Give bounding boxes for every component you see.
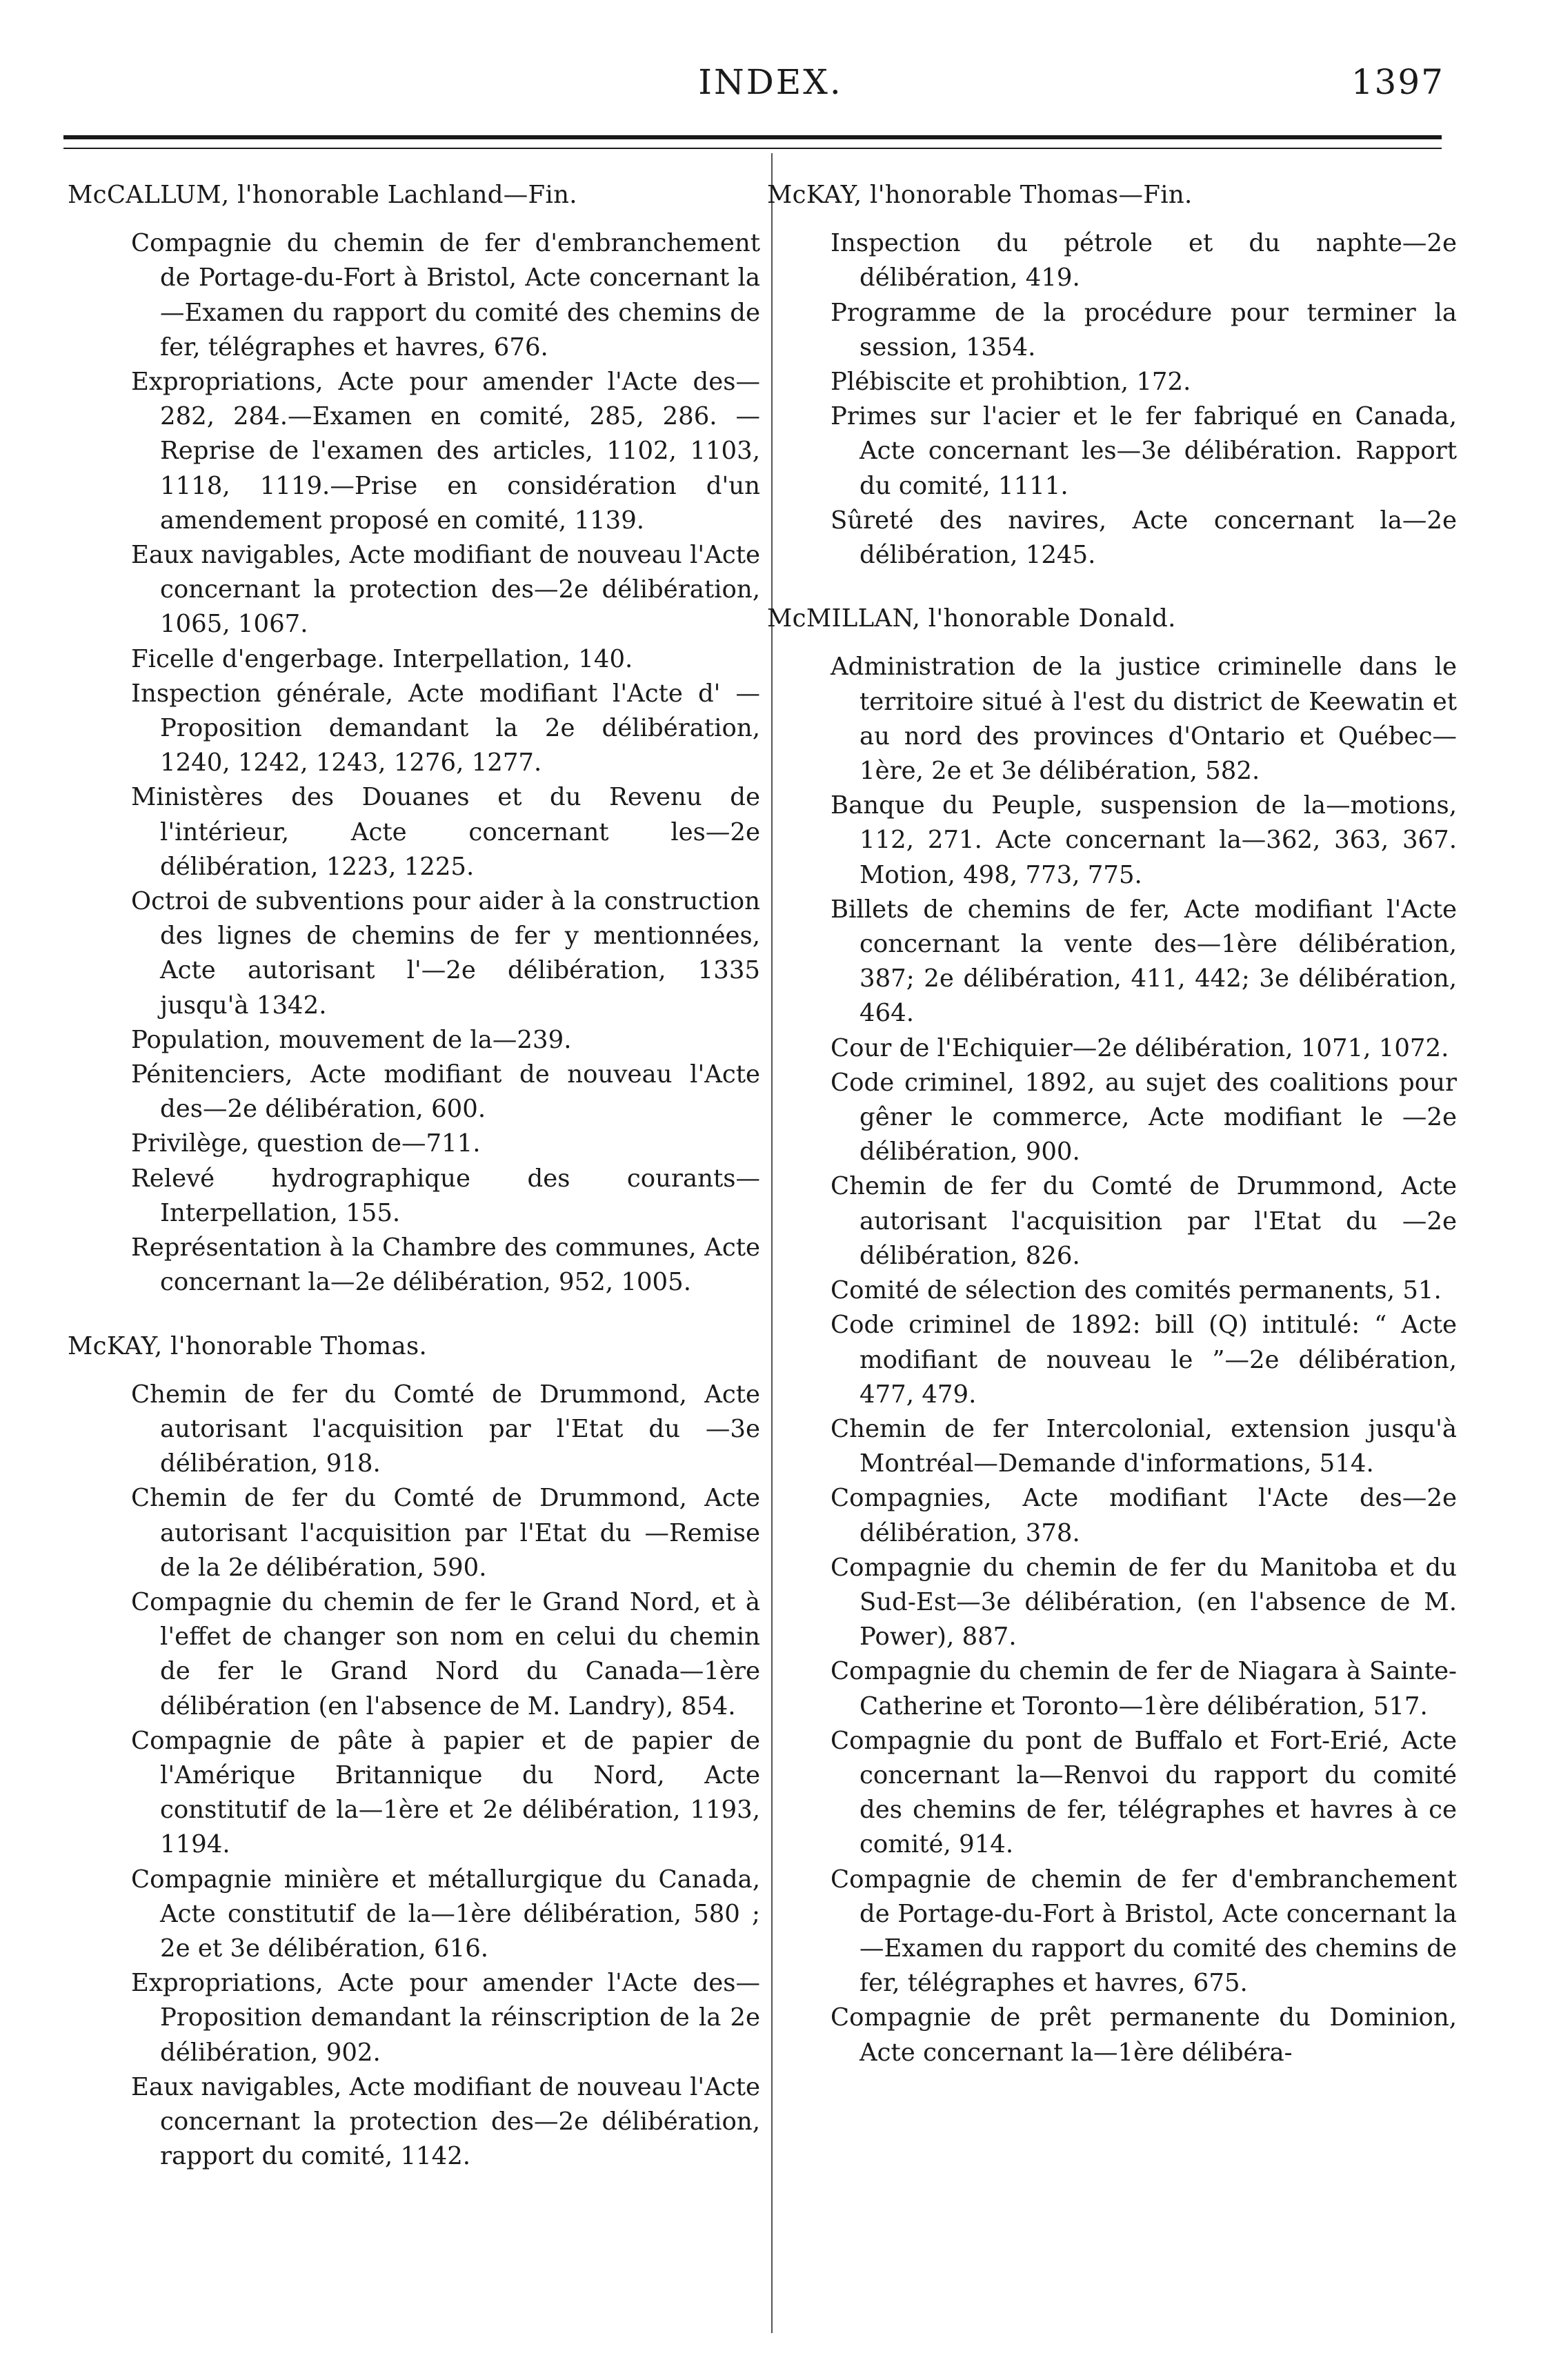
index-entry: Chemin de fer du Comté de Drummond, Acte autorisant l'acquisition par l'Etat du —Remise de la 2e délibération, 590. [131,1484,760,1582]
index-entry: Cour de l'Echiquier—2e délibération, 1071, 1072. [831,1033,1449,1062]
index-entry: Compagnies, Acte modifiant l'Acte des—2e délibération, 378. [831,1484,1457,1547]
index-entry: Programme de la procédure pour terminer la session, 1354. [831,298,1457,361]
index-entry: Code criminel, 1892, au sujet des coalitions pour gêner le commerce, Acte modifiant le —2e délibération, 900. [831,1068,1457,1167]
index-entry: Compagnie du chemin de fer d'embranchement de Portage-du-Fort à Bristol, Acte concernant la—Examen du rapport du comité des chemins de fer, télégraphes et havres, 676. [131,229,760,361]
index-entry: Population, mouvement de la—239. [131,1025,572,1054]
index-entry: Eaux navigables, Acte modifiant de nouveau l'Acte concernant la protection des—2e délibération, rapport du comité, 1142. [131,2072,760,2171]
index-entry: Relevé hydrographique des courants—Interpellation, 155. [131,1164,760,1227]
index-entry: Compagnie du chemin de fer du Manitoba et du Sud-Est—3e délibération, (en l'absence de M. Power), 887. [831,1553,1457,1652]
index-entry: Banque du Peuple, suspension de la—motions, 112, 271. Acte concernant la—362, 363, 367. Motion, 498, 773, 775. [831,791,1457,889]
index-entry: Chemin de fer du Comté de Drummond, Acte autorisant l'acquisition par l'Etat du —2e délibération, 826. [831,1172,1457,1270]
index-entry: Compagnie du chemin de fer le Grand Nord, et à l'effet de changer son nom en celui du chemin de fer le Grand Nord du Canada—1ère délibération (en l'absence de M. Landry), 854. [131,1587,760,1720]
index-entry: Comité de sélection des comités permanents, 51. [831,1276,1442,1305]
index-entry: Inspection générale, Acte modifiant l'Acte d' —Proposition demandant la 2e délibération, 1240, 1242, 1243, 1276, 1277. [131,679,760,777]
index-heading: McKAY, l'honorable Thomas. [68,1331,428,1360]
left-column [68,178,760,2174]
right-column [767,178,1457,2070]
page-title: INDEX. [698,62,843,102]
page-header [0,54,1541,116]
index-entry: Eaux navigables, Acte modifiant de nouveau l'Acte concernant la protection des—2e délibération, 1065, 1067. [131,541,760,639]
index-entry: Chemin de fer Intercolonial, extension jusqu'à Montréal—Demande d'informations, 514. [831,1414,1457,1478]
index-entry: Plébiscite et prohibtion, 172. [831,368,1191,397]
index-entry: Ficelle d'engerbage. Interpellation, 140. [131,644,633,673]
index-entry: Billets de chemins de fer, Acte modifiant l'Acte concernant la vente des—1ère délibération, 387; 2e délibération, 411, 442; 3e délibération, 464. [831,895,1457,1028]
index-heading: McKAY, l'honorable Thomas—Fin. [767,181,1193,209]
index-entry: Administration de la justice criminelle dans le territoire situé à l'est du district de Keewatin et au nord des provinces d'Ontario et Québec—1ère, 2e et 3e délibération, 582. [831,653,1457,786]
index-entry: Compagnie de chemin de fer d'embranchement de Portage-du-Fort à Bristol, Acte concernant la—Examen du rapport du comité des chemins de fer, télégraphes et havres, 675. [831,1865,1457,1998]
index-entry: Expropriations, Acte pour amender l'Acte des—Proposition demandant la réinscription de la 2e délibération, 902. [131,1969,760,2067]
index-entry: Expropriations, Acte pour amender l'Acte des—282, 284.—Examen en comité, 285, 286. —Reprise de l'examen des articles, 1102, 1103, 1118, 1119.—Prise en considération d'un amendement proposé en comité, 1139. [131,368,760,535]
index-entry: Compagnie de pâte à papier et de papier de l'Amérique Britannique du Nord, Acte constitutif de la—1ère et 2e délibération, 1193, 1194. [131,1726,760,1859]
index-entry: Octroi de subventions pour aider à la construction des lignes de chemins de fer y mentionnées, Acte autorisant l'—2e délibération, 1335 jusqu'à 1342. [131,887,760,1020]
index-entry: Compagnie du pont de Buffalo et Fort-Erié, Acte concernant la—Renvoi du rapport du comité des chemins de fer, télégraphes et havres à ce comité, 914. [831,1726,1457,1859]
index-entry: Primes sur l'acier et le fer fabriqué en Canada, Acte concernant les—3e délibération. Rapport du comité, 1111. [831,402,1457,500]
index-entry: Privilège, question de—711. [131,1129,481,1158]
header-rule-thin [63,148,1442,149]
index-entry: Ministères des Douanes et du Revenu de l'intérieur, Acte concernant les—2e délibération, 1223, 1225. [131,783,760,881]
index-entry: Sûreté des navires, Acte concernant la—2e délibération, 1245. [831,506,1457,570]
index-entry: Représentation à la Chambre des communes, Acte concernant la—2e délibération, 952, 1005. [131,1233,760,1297]
index-entry: Pénitenciers, Acte modifiant de nouveau l'Acte des—2e délibération, 600. [131,1060,760,1124]
index-entry: Compagnie minière et métallurgique du Canada, Acte constitutif de la—1ère délibération, 580 ; 2e et 3e délibération, 616. [131,1865,760,1963]
index-entry: Chemin de fer du Comté de Drummond, Acte autorisant l'acquisition par l'Etat du —3e délibération, 918. [131,1380,760,1478]
index-entry: Code criminel de 1892: bill (Q) intitulé: “ Acte modifiant de nouveau le ”—2e délibération, 477, 479. [831,1311,1457,1409]
header-rule-thick [63,135,1442,139]
index-entry: Inspection du pétrole et du naphte—2e délibération, 419. [831,229,1457,292]
index-entry: Compagnie de prêt permanente du Dominion, Acte concernant la—1ère délibéra- [831,2003,1457,2067]
index-entry: Compagnie du chemin de fer de Niagara à Sainte-Catherine et Toronto—1ère délibération, 517. [831,1657,1457,1720]
index-heading: McCALLUM, l'honorable Lachland—Fin. [68,181,577,209]
index-heading: McMILLAN, l'honorable Donald. [767,604,1176,633]
page-number: 1397 [1351,62,1444,102]
